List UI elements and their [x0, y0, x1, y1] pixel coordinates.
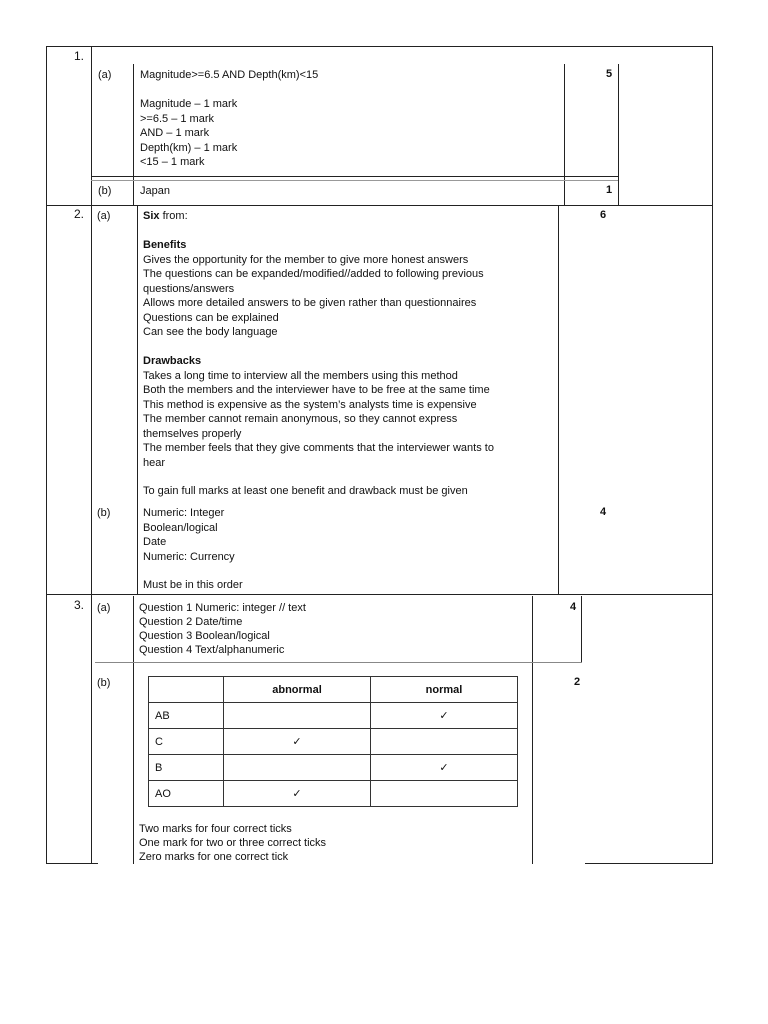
benefit-item: Questions can be explained — [143, 311, 279, 324]
tick-cell: ✓ — [224, 781, 371, 807]
drawback-item: Both the members and the interviewer have to be free at the same time — [143, 384, 490, 396]
tick-cell — [224, 703, 371, 729]
table-header-row — [149, 677, 518, 703]
q3a-answer-line: Question 3 Boolean/logical — [139, 630, 270, 642]
tick-cell — [371, 781, 518, 807]
q2-label-divider — [137, 206, 138, 594]
benefit-item: questions/answers — [143, 282, 235, 295]
q1a-mark-line: AND – 1 mark — [140, 127, 210, 139]
q1-marks-divider-left — [564, 64, 565, 206]
q2b-answer-line: Date — [143, 536, 167, 548]
q2b-marks: 4 — [600, 506, 607, 518]
table-cell: C — [149, 729, 224, 755]
tick-cell — [224, 755, 371, 781]
table-cell: AO — [149, 781, 224, 807]
q3-bottom-border-left — [46, 863, 98, 864]
q1-label-divider — [133, 64, 134, 206]
table-row — [149, 703, 518, 729]
drawback-item: The member feels that they give comments that the interviewer wants to — [143, 442, 494, 454]
q1-row-divider-top — [91, 176, 618, 177]
question-number-2: 2. — [74, 207, 85, 221]
q1a-mark-line: Magnitude – 1 mark — [140, 98, 238, 110]
tick-cell: ✓ — [371, 703, 518, 729]
benefit-item: Gives the opportunity for the member to give more honest answers — [143, 253, 469, 266]
drawback-item: Takes a long time to interview all the members using this method — [143, 369, 458, 382]
q3-label-divider — [133, 596, 134, 864]
table-row — [149, 781, 518, 807]
q2-bottom-border — [46, 594, 713, 595]
q1b-marks: 1 — [606, 184, 613, 196]
q3-marks-divider — [532, 596, 533, 864]
blood-group-tick-table — [148, 676, 518, 807]
q2a-intro — [143, 209, 188, 224]
table-header-cell — [149, 677, 224, 703]
table-row — [149, 729, 518, 755]
question-number-3: 3. — [74, 598, 85, 612]
q3b-marks: 2 — [574, 676, 581, 688]
q2a-intro-rest: from: — [159, 210, 188, 222]
q1a-mark-line: Depth(km) – 1 mark — [140, 141, 238, 154]
q1-row-divider-bottom — [91, 180, 618, 181]
tick-cell: ✓ — [224, 729, 371, 755]
q1-marks-divider-right — [618, 64, 619, 206]
drawbacks-heading: Drawbacks — [143, 355, 202, 367]
table-header-cell: abnormal — [224, 677, 371, 703]
table-header-cell: normal — [371, 677, 518, 703]
tick-cell: ✓ — [371, 755, 518, 781]
q3a-answer-line: Question 1 Numeric: integer // text — [139, 602, 306, 614]
benefit-item: Allows more detailed answers to be given rather than questionnaires — [143, 297, 477, 309]
drawback-item: The member cannot remain anonymous, so they cannot express — [143, 413, 458, 425]
q3-bottom-border-right — [585, 863, 713, 864]
frame-right — [712, 46, 713, 864]
q2a-intro-bold: Six — [143, 210, 160, 222]
q1a-answer-line: Magnitude>=6.5 AND Depth(km)<15 — [140, 69, 319, 81]
number-column-divider — [91, 46, 92, 864]
q3a-answer-line: Question 4 Text/alphanumeric — [139, 644, 285, 656]
q3a-label: (a) — [97, 602, 111, 614]
q3b-label: (b) — [97, 677, 111, 689]
q3a-marks-right-divider — [581, 596, 582, 662]
tick-cell — [371, 729, 518, 755]
q1a-marks: 5 — [606, 68, 613, 80]
q3a-answer-line: Question 2 Date/time — [139, 616, 243, 628]
q1-bottom-border — [46, 205, 713, 206]
q2-marks-divider — [558, 206, 559, 594]
q2b-answer-line: Numeric: Currency — [143, 550, 235, 563]
question-number-1: 1. — [74, 49, 85, 63]
benefits-heading: Benefits — [143, 239, 187, 251]
q1a-mark-line: >=6.5 – 1 mark — [140, 112, 214, 125]
q1a-label: (a) — [98, 69, 112, 81]
frame-left — [46, 46, 47, 864]
q2b-answer-line: Boolean/logical — [143, 521, 218, 534]
q3a-marks: 4 — [570, 601, 577, 613]
table-cell: B — [149, 755, 224, 781]
q3-row-divider — [95, 662, 582, 663]
benefit-item: Can see the body language — [143, 326, 278, 338]
q3b-mark-line: Zero marks for one correct tick — [139, 851, 289, 863]
q2b-note: Must be in this order — [143, 579, 243, 591]
q1a-mark-line: <15 – 1 mark — [140, 156, 205, 168]
q2b-label: (b) — [97, 507, 111, 519]
drawback-item: This method is expensive as the system’s analysts time is expensive — [143, 398, 477, 411]
q2a-marks: 6 — [600, 209, 607, 221]
q2a-label: (a) — [97, 210, 111, 222]
table-row — [149, 755, 518, 781]
drawback-item: hear — [143, 456, 166, 469]
q1b-label: (b) — [98, 185, 112, 197]
q3b-mark-line: Two marks for four correct ticks — [139, 823, 292, 835]
q2a-note: To gain full marks at least one benefit and drawback must be given — [143, 485, 468, 497]
drawback-item: themselves properly — [143, 427, 242, 440]
q2b-answer-line: Numeric: Integer — [143, 507, 225, 519]
table-cell: AB — [149, 703, 224, 729]
q3b-mark-line: One mark for two or three correct ticks — [139, 837, 327, 849]
q1b-answer: Japan — [140, 185, 170, 197]
benefit-item: The questions can be expanded/modified//added to following previous — [143, 268, 484, 280]
frame-top — [46, 46, 713, 47]
